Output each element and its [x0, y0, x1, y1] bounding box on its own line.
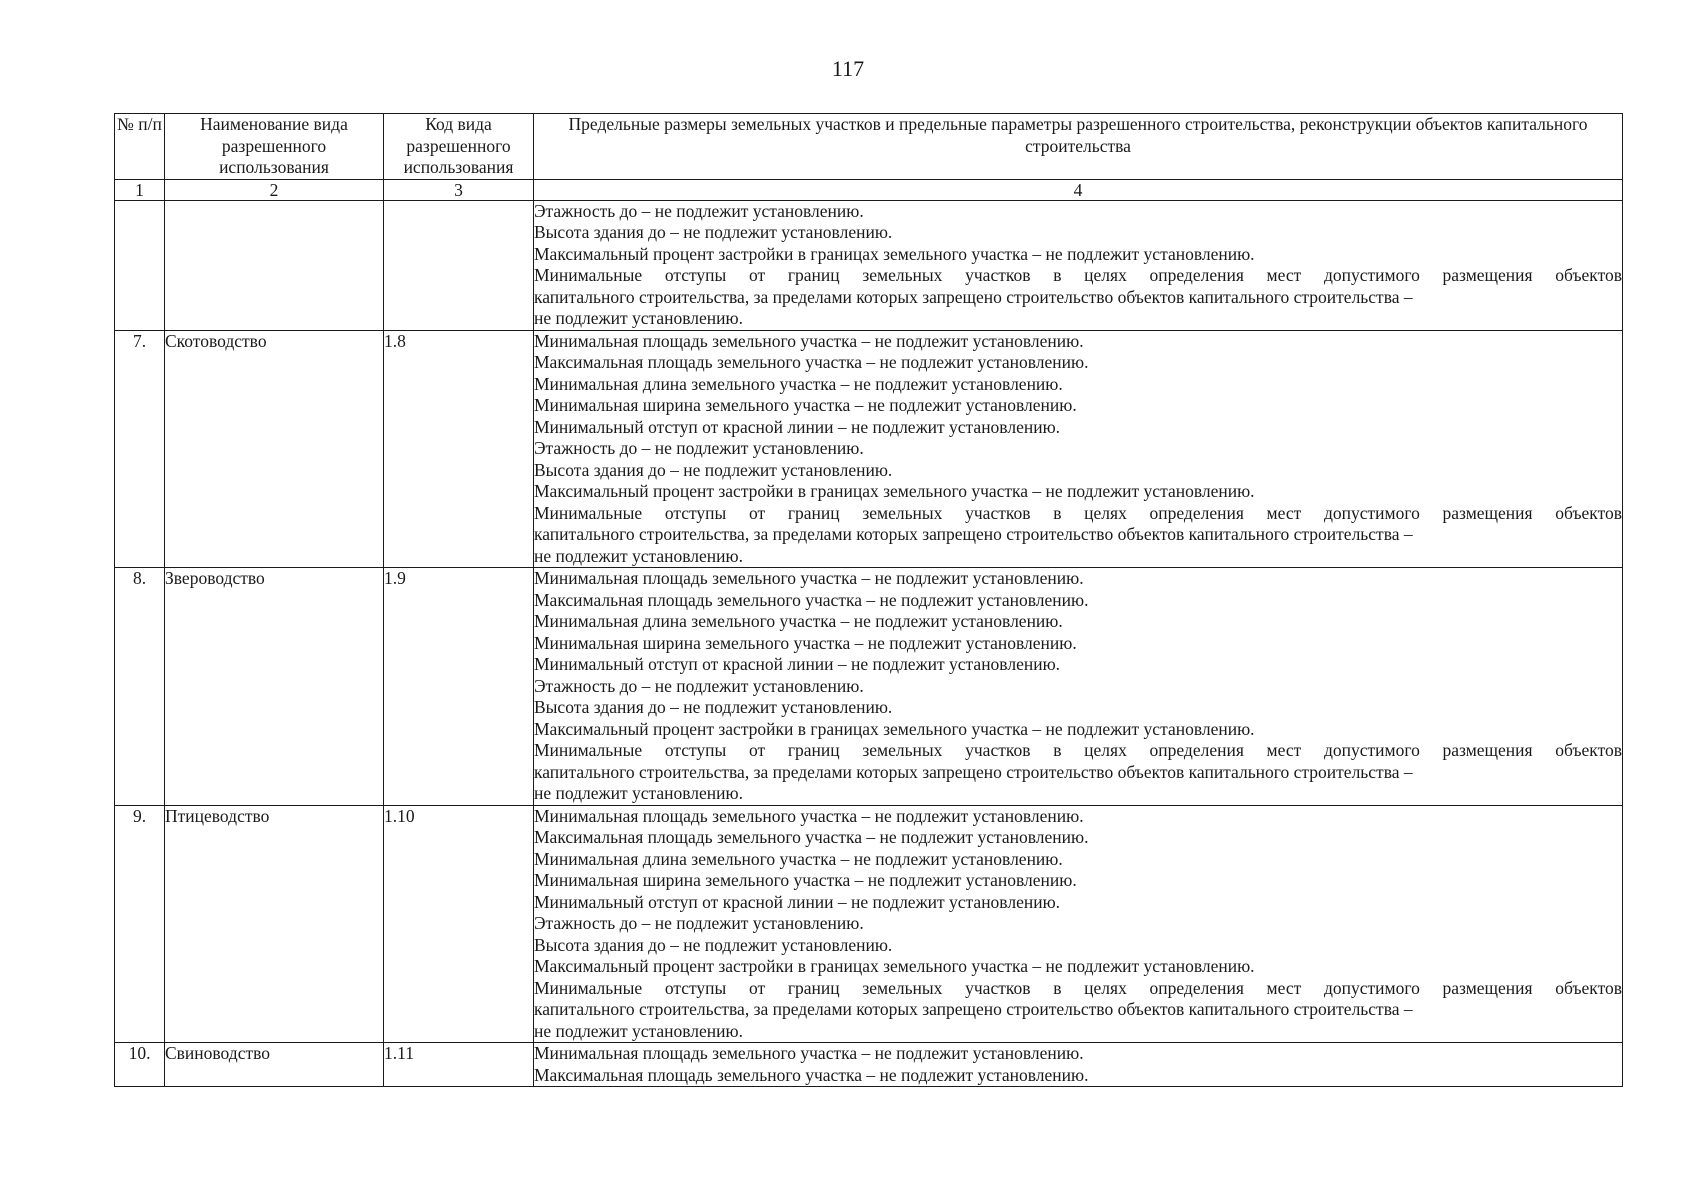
parameters-cell	[534, 805, 1623, 1043]
parameters-cell	[534, 330, 1623, 568]
parameter-line: Минимальный отступ от красной линии – не подлежит установлению.	[534, 654, 1061, 674]
parameters-cell	[534, 568, 1623, 806]
use-type-code: 1.8	[384, 330, 534, 568]
column-number-row	[115, 179, 1623, 200]
parameter-line: Минимальная площадь земельного участка – не подлежит установлению.	[534, 330, 1084, 351]
parameter-line: капитального строительства, за пределами которых запрещено строительство объектов капитального строительства –	[534, 286, 1413, 307]
parameter-line: Минимальный отступ от красной линии – не подлежит установлению.	[534, 416, 1061, 437]
parameter-line: Минимальная ширина земельного участка – не подлежит установлению.	[534, 870, 1077, 890]
use-type-code: 1.11	[384, 1043, 534, 1087]
use-type-name: Звероводство	[165, 568, 384, 806]
parameter-line: Минимальные отступы от границ земельных участков в целях определения мест допустимого размещения объектов	[534, 977, 1622, 998]
column-number: 1	[115, 179, 165, 200]
row-number: 7.	[115, 330, 165, 568]
use-type-code	[384, 200, 534, 330]
table-row	[115, 200, 1623, 330]
parameter-line: Высота здания до – не подлежит установлению.	[534, 697, 893, 717]
parameter-line: Высота здания до – не подлежит установлению.	[534, 222, 893, 242]
parameter-line: капитального строительства, за пределами которых запрещено строительство объектов капитального строительства –	[534, 999, 1413, 1019]
parameter-line: капитального строительства, за пределами которых запрещено строительство объектов капитального строительства –	[534, 761, 1413, 782]
use-type-name	[165, 200, 384, 330]
parameter-line: Этажность до – не подлежит установлению.	[534, 200, 864, 221]
parameter-line: Максимальный процент застройки в границах земельного участка – не подлежит установлению.	[534, 481, 1255, 501]
parameter-line: Минимальная ширина земельного участка – не подлежит установлению.	[534, 395, 1077, 415]
table-row	[115, 568, 1623, 806]
parameter-line: Минимальные отступы от границ земельных участков в целях определения мест допустимого размещения объектов	[534, 502, 1622, 523]
parameter-line: не подлежит установлению.	[534, 783, 743, 803]
parameter-line: Минимальная площадь земельного участка – не подлежит установлению.	[534, 568, 1084, 588]
parameter-line: Минимальная длина земельного участка – не подлежит установлению.	[534, 848, 1063, 869]
header-num: № п/п	[115, 114, 165, 180]
parameter-line: Минимальная длина земельного участка – не подлежит установлению.	[534, 611, 1063, 631]
parameter-line: Минимальный отступ от красной линии – не подлежит установлению.	[534, 891, 1061, 912]
parameter-line: капитального строительства, за пределами которых запрещено строительство объектов капитального строительства –	[534, 524, 1413, 544]
parameter-line: Минимальные отступы от границ земельных участков в целях определения мест допустимого размещения объектов	[534, 265, 1622, 285]
parameter-line: Максимальная площадь земельного участка – не подлежит установлению.	[534, 352, 1089, 372]
parameter-line: Высота здания до – не подлежит установлению.	[534, 934, 893, 955]
parameter-line: Минимальные отступы от границ земельных участков в целях определения мест допустимого размещения объектов	[534, 740, 1622, 760]
parameter-line: Этажность до – не подлежит установлению.	[534, 675, 864, 696]
parameter-line: Максимальный процент застройки в границах земельного участка – не подлежит установлению.	[534, 718, 1255, 739]
header-code: Код вида разрешенного использования	[384, 114, 534, 180]
parameter-line: Этажность до – не подлежит установлению.	[534, 438, 864, 458]
parameter-line: Минимальная длина земельного участка – не подлежит установлению.	[534, 373, 1063, 394]
table-body	[115, 200, 1623, 1087]
page-number: 117	[831, 56, 865, 81]
header-row	[115, 114, 1623, 180]
use-type-code: 1.9	[384, 568, 534, 806]
use-type-code: 1.10	[384, 805, 534, 1043]
parameter-line: не подлежит установлению.	[534, 308, 743, 328]
parameter-line: Максимальный процент застройки в границах земельного участка – не подлежит установлению.	[534, 243, 1255, 264]
table-row	[115, 1043, 1623, 1087]
header-name: Наименование вида разрешенного использования	[165, 114, 384, 180]
parameter-line: Минимальная ширина земельного участка – не подлежит установлению.	[534, 632, 1077, 653]
parameter-line: Высота здания до – не подлежит установлению.	[534, 459, 893, 480]
use-type-name: Скотоводство	[165, 330, 384, 568]
use-type-name: Птицеводство	[165, 805, 384, 1043]
parameter-line: Максимальная площадь земельного участка – не подлежит установлению.	[534, 827, 1089, 847]
column-number: 2	[165, 179, 384, 200]
parameter-line: не подлежит установлению.	[534, 545, 743, 566]
table-row	[115, 330, 1623, 568]
header-params: Предельные размеры земельных участков и предельные параметры разрешенного строительства, реконструкции объектов капитального строительства	[534, 114, 1623, 180]
parameters-cell	[534, 200, 1623, 330]
parameter-line: Максимальная площадь земельного участка – не подлежит установлению.	[534, 1064, 1089, 1085]
row-number: 10.	[115, 1043, 165, 1087]
row-number: 9.	[115, 805, 165, 1043]
row-number	[115, 200, 165, 330]
column-number: 3	[384, 179, 534, 200]
row-number: 8.	[115, 568, 165, 806]
parameters-cell	[534, 1043, 1623, 1087]
parameters-table	[114, 113, 1623, 1087]
parameter-line: Минимальная площадь земельного участка – не подлежит установлению.	[534, 805, 1084, 826]
column-number: 4	[534, 179, 1623, 200]
use-type-name: Свиноводство	[165, 1043, 384, 1087]
parameter-line: Этажность до – не подлежит установлению.	[534, 913, 864, 933]
parameter-line: не подлежит установлению.	[534, 1020, 743, 1041]
table-row	[115, 805, 1623, 1043]
parameter-line: Максимальная площадь земельного участка – не подлежит установлению.	[534, 589, 1089, 610]
parameter-line: Минимальная площадь земельного участка – не подлежит установлению.	[534, 1043, 1084, 1063]
parameter-line: Максимальный процент застройки в границах земельного участка – не подлежит установлению.	[534, 956, 1255, 976]
